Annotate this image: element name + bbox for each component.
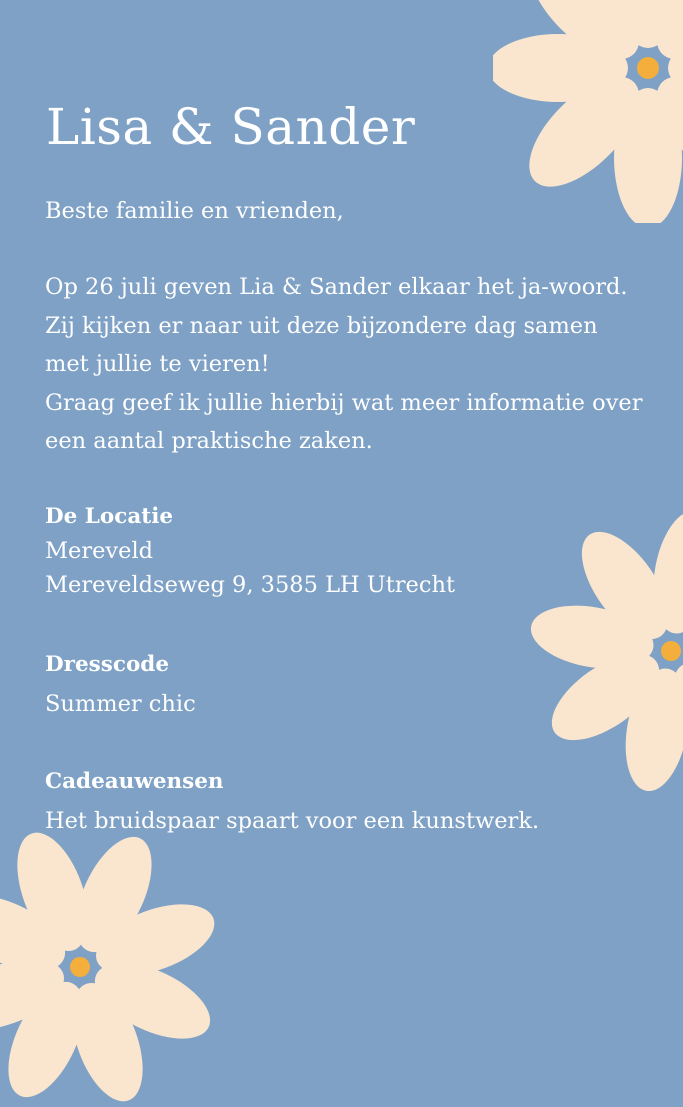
intro-line: Zij kijken er naar uit deze bijzondere dag samen (45, 312, 598, 339)
intro-block (45, 268, 642, 461)
flower-middle-right-icon (531, 511, 683, 791)
dresscode-section (45, 646, 196, 723)
greeting-block (45, 192, 344, 231)
intro-line: een aantal praktische zaken. (45, 428, 373, 454)
intro-line: Op 26 juli geven Lia & Sander elkaar het ja-woord. (45, 274, 628, 300)
location-name: Mereveld (45, 538, 154, 564)
flower-bottom-left-icon (0, 827, 220, 1107)
gifts-section (45, 763, 539, 840)
location-heading: De Locatie (45, 504, 174, 529)
dresscode-heading: Dresscode (45, 652, 170, 677)
greeting: Beste familie en vrienden, (45, 198, 344, 224)
flower-top-right-icon (493, 0, 683, 223)
intro-line: met jullie te vieren! (45, 351, 270, 377)
page-title: Lisa & Sander (46, 98, 416, 156)
dresscode-value: Summer chic (45, 690, 196, 717)
gifts-value: Het bruidspaar spaart voor een kunstwerk. (45, 807, 540, 834)
gifts-heading: Cadeauwensen (45, 769, 224, 794)
location-section (45, 500, 455, 602)
location-address: Mereveldseweg 9, 3585 LH Utrecht (45, 572, 455, 598)
intro-line: Graag geef ik jullie hierbij wat meer informatie over (45, 389, 643, 416)
